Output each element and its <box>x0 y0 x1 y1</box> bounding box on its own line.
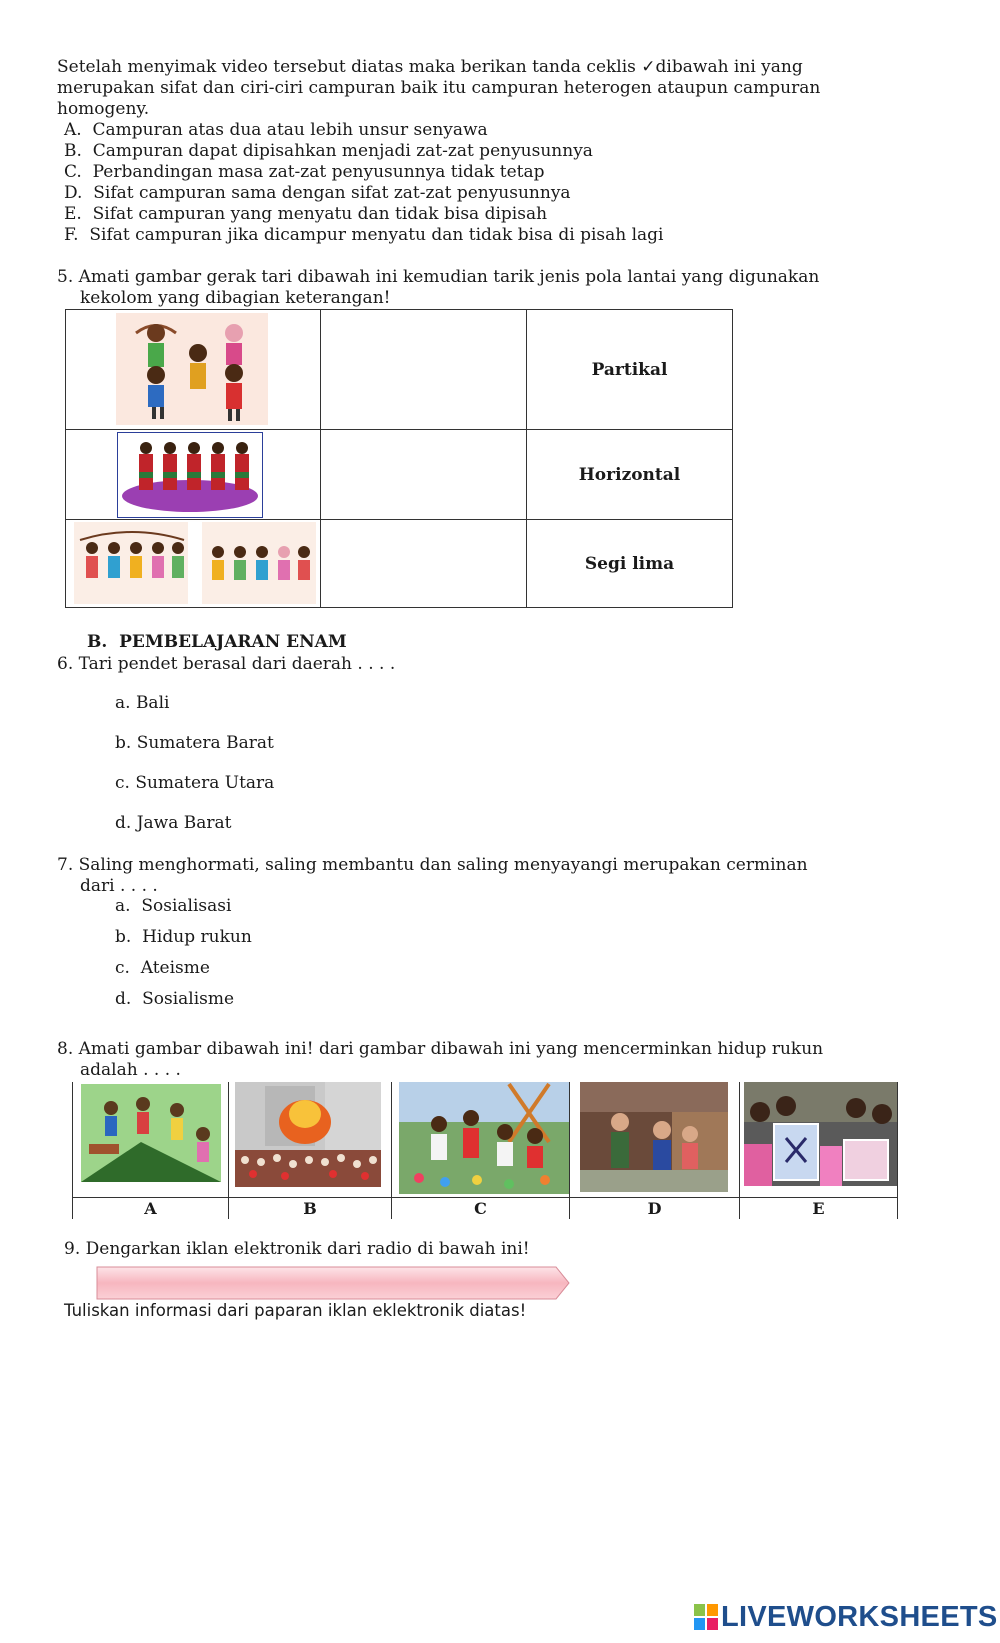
intro-option-a[interactable]: A. Campuran atas dua atau lebih unsur senyawa <box>64 120 488 140</box>
intro-line-3: homogeny. <box>57 99 150 119</box>
dance-image-3 <box>74 522 318 604</box>
picture-option-a[interactable] <box>72 1082 228 1219</box>
q6-option-c[interactable]: c. Sumatera Utara <box>115 773 275 793</box>
intro-option-d[interactable]: D. Sifat campuran sama dengan sifat zat-zat penyusunnya <box>64 183 571 203</box>
q9-instruction: 9. Dengarkan iklan elektronik dari radio di bawah ini! <box>64 1239 530 1259</box>
picture-option-d[interactable] <box>569 1082 739 1219</box>
label-cell-1[interactable] <box>527 310 733 430</box>
logo-grid-icon <box>694 1604 718 1630</box>
intro-line-2: merupakan sifat dan ciri-ciri campuran baik itu campuran heterogen ataupun campuran <box>57 78 821 98</box>
floor-pattern-label-partikal[interactable]: Partikal <box>591 359 668 380</box>
dance-image-1 <box>116 313 268 425</box>
section-heading: B. PEMBELAJARAN ENAM <box>87 632 347 652</box>
picture-b <box>235 1082 381 1187</box>
q6-option-d[interactable]: d. Jawa Barat <box>115 813 232 833</box>
q6-question: 6. Tari pendet berasal dari daerah . . . . <box>57 654 396 674</box>
logo-text: LIVEWORKSHEETS <box>721 1600 998 1633</box>
answer-cell-2[interactable] <box>321 430 527 520</box>
picture-caption-c: C <box>392 1197 569 1219</box>
q7-option-c[interactable]: c. Ateisme <box>115 958 210 978</box>
dance-image-cell-2 <box>66 430 321 520</box>
picture-d <box>580 1082 728 1192</box>
picture-caption-a: A <box>73 1197 228 1219</box>
liveworksheets-logo[interactable] <box>694 1600 998 1634</box>
intro-option-e[interactable]: E. Sifat campuran yang menyatu dan tidak bisa dipisah <box>64 204 548 224</box>
q7-question: 7. Saling menghormati, saling membantu dan saling menyayangi merupakan cerminan <box>57 855 808 875</box>
audio-player-bar[interactable] <box>96 1266 570 1300</box>
picture-option-b[interactable] <box>228 1082 391 1219</box>
answer-cell-1[interactable] <box>321 310 527 430</box>
picture-caption-e: E <box>740 1197 897 1219</box>
q7-question-cont: dari . . . . <box>80 876 158 896</box>
q5-question-cont: kekolom yang dibagian keterangan! <box>80 288 391 308</box>
q9-task: Tuliskan informasi dari paparan iklan eklektronik diatas! <box>64 1301 527 1320</box>
picture-caption-b: B <box>229 1197 391 1219</box>
q8-question: 8. Amati gambar dibawah ini! dari gambar dibawah ini yang mencerminkan hidup rukun <box>57 1039 824 1059</box>
harmony-picture-grid <box>72 1082 898 1219</box>
q7-option-a[interactable]: a. Sosialisasi <box>115 896 232 916</box>
q6-option-b[interactable]: b. Sumatera Barat <box>115 733 274 753</box>
floor-pattern-label-segi-lima[interactable]: Segi lima <box>584 553 675 574</box>
label-cell-3[interactable] <box>527 520 733 608</box>
floor-pattern-table <box>65 309 733 608</box>
dance-image-2 <box>117 432 263 518</box>
floor-pattern-label-horizontal[interactable]: Horizontal <box>578 464 681 485</box>
answer-cell-3[interactable] <box>321 520 527 608</box>
q7-option-d[interactable]: d. Sosialisme <box>115 989 235 1009</box>
intro-option-f[interactable]: F. Sifat campuran jika dicampur menyatu dan tidak bisa di pisah lagi <box>64 225 664 245</box>
dance-image-cell-3 <box>66 520 321 608</box>
q7-option-b[interactable]: b. Hidup rukun <box>115 927 252 947</box>
picture-caption-d: D <box>570 1197 739 1219</box>
dance-image-cell-1 <box>66 310 321 430</box>
picture-e <box>744 1082 897 1186</box>
intro-line-1: Setelah menyimak video tersebut diatas maka berikan tanda ceklis ✓dibawah ini yang <box>57 57 803 77</box>
intro-option-c[interactable]: C. Perbandingan masa zat-zat penyusunnya tidak tetap <box>64 162 545 182</box>
q5-question: 5. Amati gambar gerak tari dibawah ini kemudian tarik jenis pola lantai yang digunakan <box>57 267 820 287</box>
label-cell-2[interactable] <box>527 430 733 520</box>
picture-c <box>399 1082 569 1194</box>
q8-question-cont: adalah . . . . <box>80 1060 181 1080</box>
picture-option-c[interactable] <box>391 1082 569 1219</box>
q6-option-a[interactable]: a. Bali <box>115 693 170 713</box>
picture-a <box>81 1084 221 1182</box>
picture-option-e[interactable] <box>739 1082 898 1219</box>
intro-option-b[interactable]: B. Campuran dapat dipisahkan menjadi zat-zat penyusunnya <box>64 141 593 161</box>
